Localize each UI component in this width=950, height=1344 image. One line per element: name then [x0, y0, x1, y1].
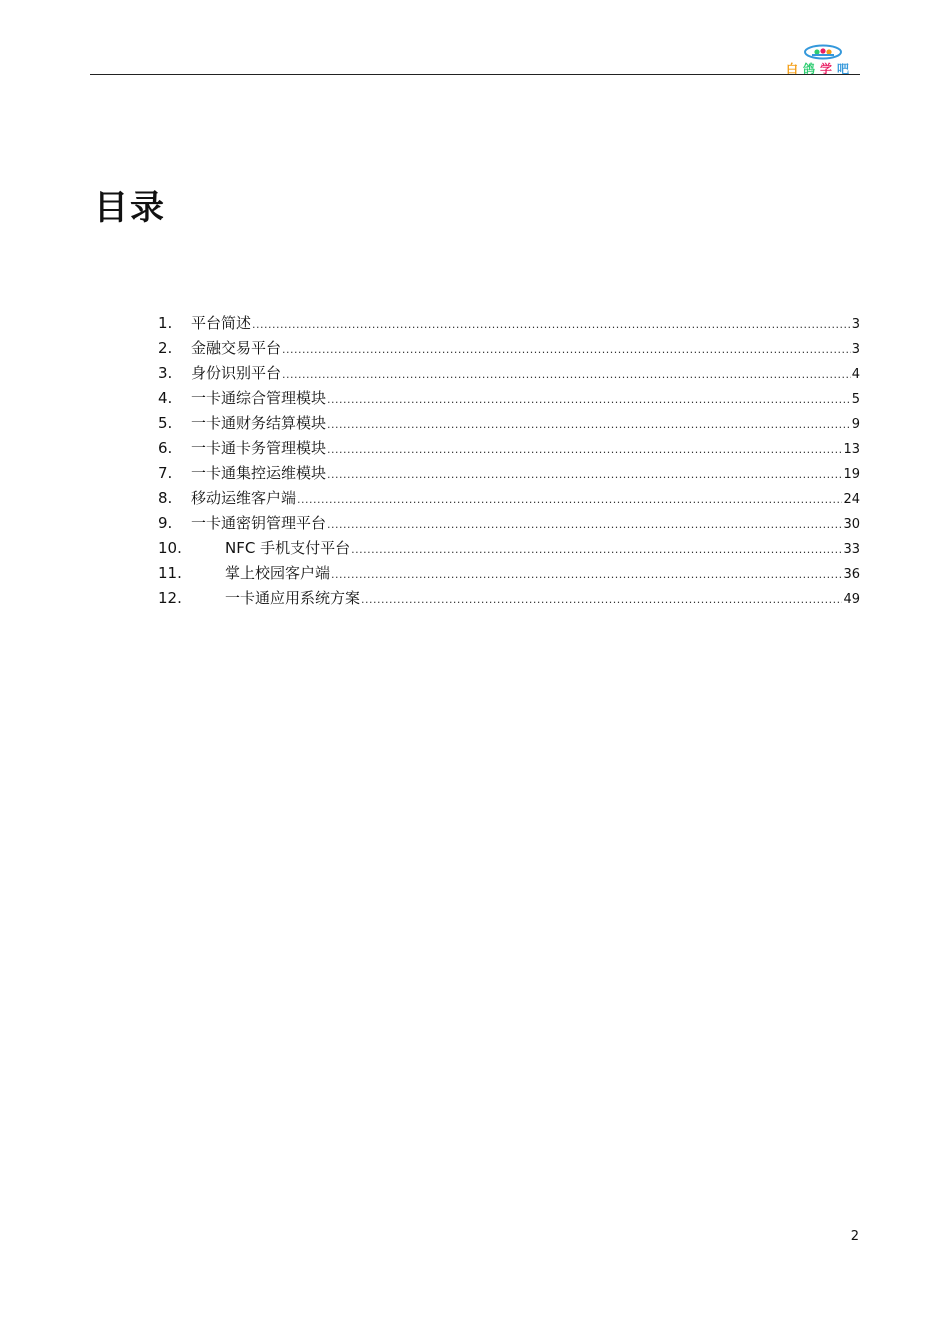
toc-entry-label: 身份识别平台: [191, 364, 282, 382]
toc-entry-label: 一卡通密钥管理平台: [191, 514, 327, 532]
toc-entry-page: 49: [843, 592, 860, 607]
toc-entry-number: 2.: [158, 339, 173, 357]
toc-entry[interactable]: [158, 436, 860, 461]
logo-mark-icon: [803, 44, 843, 60]
toc-entry-page: 24: [843, 492, 860, 507]
toc-entry-number: 8.: [158, 489, 173, 507]
toc-entry-page: 4: [851, 367, 860, 382]
logo-char: 鸽: [803, 62, 821, 76]
toc-entry-label: 移动运维客户端: [191, 489, 297, 507]
dot-leader: [361, 587, 842, 612]
toc-entry[interactable]: [158, 486, 860, 511]
toc-entry-number: 10.: [158, 539, 182, 557]
toc-entry[interactable]: [158, 336, 860, 361]
toc-entry-number: 7.: [158, 464, 173, 482]
toc-entry-page: 3: [851, 342, 860, 357]
toc-entry-page: 5: [851, 392, 860, 407]
toc-entry[interactable]: [158, 461, 860, 486]
brand-logo: [783, 44, 863, 76]
toc-entry-number: 1.: [158, 314, 173, 332]
toc-entry-number: 6.: [158, 439, 173, 457]
toc-entry-number: 11.: [158, 564, 182, 582]
toc-entry[interactable]: [158, 511, 860, 536]
toc-entry[interactable]: [158, 361, 860, 386]
toc-entry-number: 3.: [158, 364, 173, 382]
toc-title: 目录: [94, 188, 166, 228]
dot-leader: [327, 437, 842, 462]
toc-entry-page: 30: [843, 517, 860, 532]
dot-leader: [327, 462, 842, 487]
logo-char: 学: [820, 62, 838, 76]
toc-entry-number: 12.: [158, 589, 182, 607]
dot-leader: [327, 412, 851, 437]
toc-entry[interactable]: [158, 411, 860, 436]
toc-entry-label: 一卡通集控运维模块: [191, 464, 327, 482]
dot-leader: [327, 512, 842, 537]
dot-leader: [297, 487, 842, 512]
dot-leader: [331, 562, 842, 587]
page-number: 2: [850, 1229, 859, 1244]
logo-char: 吧: [837, 62, 855, 76]
toc-entry-label: 一卡通卡务管理模块: [191, 439, 327, 457]
dot-leader: [327, 387, 851, 412]
toc-entry-label: 一卡通应用系统方案: [225, 589, 361, 607]
dot-leader: [351, 537, 842, 562]
header-divider: [90, 74, 860, 75]
toc-entry[interactable]: [158, 536, 860, 561]
toc-entry-page: 9: [851, 417, 860, 432]
toc-entry-number: 9.: [158, 514, 173, 532]
toc-entry-number: 5.: [158, 414, 173, 432]
toc-entry-label: 平台简述: [191, 314, 252, 332]
table-of-contents: [158, 311, 860, 611]
dot-leader: [252, 312, 851, 337]
toc-entry-label: 掌上校园客户端: [225, 564, 331, 582]
toc-entry-page: 36: [843, 567, 860, 582]
toc-entry-page: 19: [843, 467, 860, 482]
toc-entry-label: 一卡通综合管理模块: [191, 389, 327, 407]
dot-leader: [282, 337, 851, 362]
toc-entry[interactable]: [158, 561, 860, 586]
toc-entry-page: 3: [851, 317, 860, 332]
toc-entry-number: 4.: [158, 389, 173, 407]
toc-entry-label: 金融交易平台: [191, 339, 282, 357]
toc-entry-label: 一卡通财务结算模块: [191, 414, 327, 432]
toc-entry-page: 33: [843, 542, 860, 557]
toc-entry[interactable]: [158, 586, 860, 611]
toc-entry[interactable]: [158, 311, 860, 336]
toc-entry-page: 13: [843, 442, 860, 457]
logo-char: 白: [786, 62, 804, 76]
toc-entry[interactable]: [158, 386, 860, 411]
toc-entry-label: NFC 手机支付平台: [225, 539, 351, 557]
dot-leader: [282, 362, 851, 387]
